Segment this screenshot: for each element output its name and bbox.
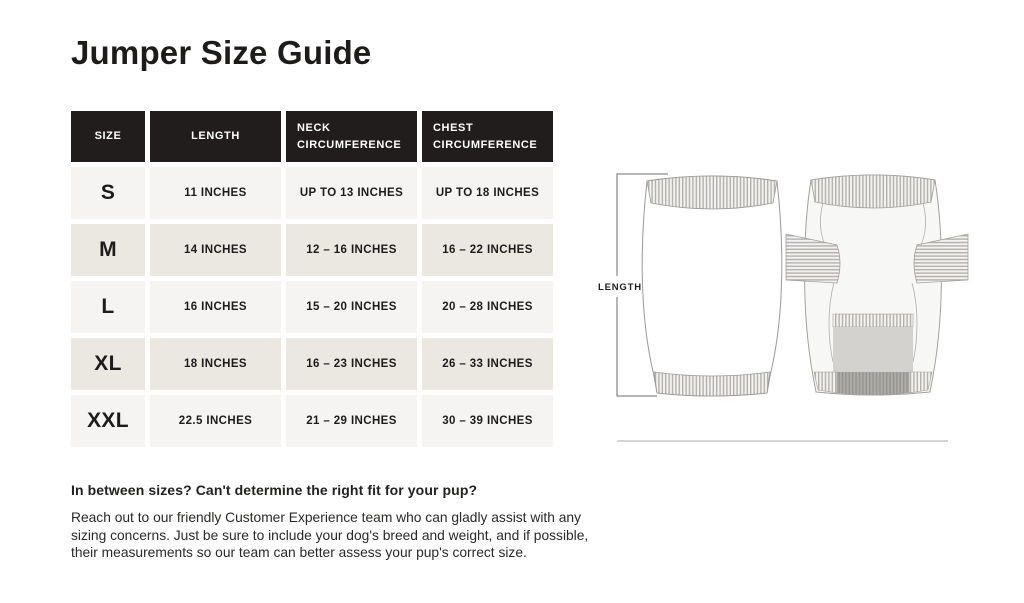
- cell-s-chest: UP TO 18 INCHES: [422, 167, 553, 219]
- collar-rib: [647, 176, 777, 209]
- cell-s-size: S: [71, 167, 145, 219]
- header-cell-size: SIZE: [71, 111, 145, 162]
- cell-m-length: 14 INCHES: [150, 224, 281, 276]
- cell-xl-neck: 16 – 23 INCHES: [286, 338, 417, 390]
- cell-l-size: L: [71, 281, 145, 333]
- jumper-belly-view: [786, 175, 968, 395]
- size-table: [71, 111, 553, 447]
- cell-l-neck: 15 – 20 INCHES: [286, 281, 417, 333]
- cell-s-neck: UP TO 13 INCHES: [286, 167, 417, 219]
- dark-hem: [837, 372, 909, 395]
- header-cell-neck: NECK CIRCUMFERENCE: [286, 111, 417, 162]
- cell-xl-length: 18 INCHES: [150, 338, 281, 390]
- header-cell-chest: CHEST CIRCUMFERENCE: [422, 111, 553, 162]
- cell-xl-size: XL: [71, 338, 145, 390]
- page-title: Jumper Size Guide: [71, 34, 372, 71]
- cell-s-length: 11 INCHES: [150, 167, 281, 219]
- cell-l-chest: 20 – 28 INCHES: [422, 281, 553, 333]
- cell-xxl-length: 22.5 INCHES: [150, 395, 281, 447]
- cell-xxl-chest: 30 – 39 INCHES: [422, 395, 553, 447]
- footer-question: In between sizes? Can't determine the right fit for your pup?: [71, 482, 478, 498]
- cell-xxl-size: XXL: [71, 395, 145, 447]
- hem-rib: [654, 372, 770, 396]
- cell-l-length: 16 INCHES: [150, 281, 281, 333]
- cell-m-neck: 12 – 16 INCHES: [286, 224, 417, 276]
- belly-panel: [833, 327, 913, 372]
- jumper-measurement-diagram: [580, 150, 980, 450]
- footer-body: Reach out to our friendly Customer Experience team who can gladly assist with any sizing concerns. Just be sure to include your dog's breed and weight, and if possible, their measurements so our team can better assess your pup's correct size.: [71, 510, 589, 561]
- belly-rib-band: [833, 314, 913, 327]
- cell-xl-chest: 26 – 33 INCHES: [422, 338, 553, 390]
- cell-xxl-neck: 21 – 29 INCHES: [286, 395, 417, 447]
- cell-m-size: M: [71, 224, 145, 276]
- length-label: LENGTH: [598, 282, 642, 293]
- cell-m-chest: 16 – 22 INCHES: [422, 224, 553, 276]
- collar-rib: [811, 175, 935, 208]
- header-cell-length: LENGTH: [150, 111, 281, 162]
- jumper-back-view: [642, 176, 782, 396]
